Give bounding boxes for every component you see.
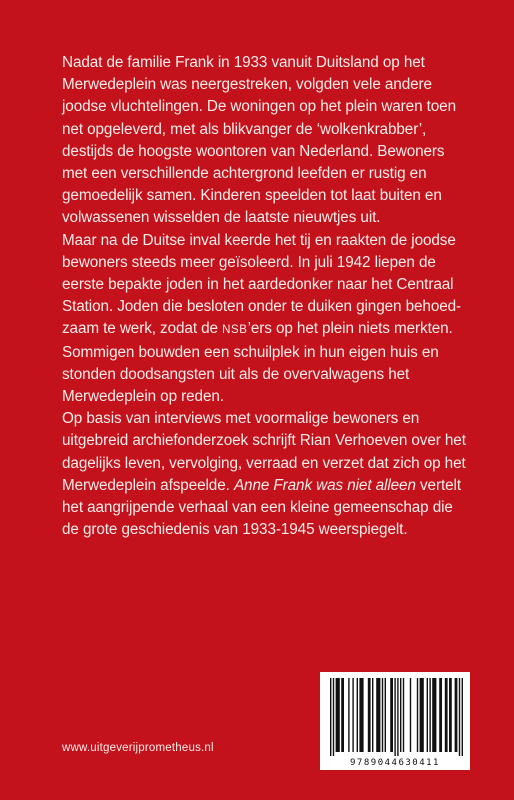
- blurb-paragraph-3-text-b: vertelt het aangrijpende verhaal van een kleine gemeenschap die de grote geschiedenis van 1933-1945 weerspiegelt.: [62, 476, 461, 539]
- barcode-bar: [382, 678, 383, 752]
- barcode-bar: [432, 678, 436, 752]
- back-cover-blurb: [62, 52, 472, 541]
- nsb-abbreviation: NSB: [222, 324, 248, 337]
- book-title-italic: Anne Frank was niet alleen: [233, 476, 416, 494]
- isbn-barcode: [320, 672, 470, 770]
- blurb-paragraph-1: Nadat de familie Frank in 1933 vanuit Duitsland op het Merwedeplein was neergestreken, volgden vele andere joodse vluchtelingen. De woningen op het plein waren toen net opgeleverd, met als blikvanger de ‘wolkenkrabber’, destijds de hoogste woontoren van Nederland. Bewoners met een verschillende achtergrond leefden er rustig en gemoedelijk samen. Kinderen speelden tot laat buiten en volwassenen wisselden de laatste nieuwtjes uit.: [62, 54, 456, 227]
- barcode-bar: [330, 678, 331, 756]
- blurb-paragraph-2-text-a: Maar na de Duitse inval keerde het tij en raakten de joodse bewoners steeds meer geïsoleerd. In juli 1942 liepen de eerste bepakte joden in het aardedonker naar het Centraal Station. Joden die besloten onder te duiken gingen behoedzaam te werk, zodat de: [62, 231, 462, 338]
- barcode-bar: [385, 678, 386, 752]
- barcode-bar: [427, 678, 428, 752]
- barcode-bar: [352, 678, 353, 752]
- barcode-bar: [341, 678, 344, 752]
- barcode-bar: [420, 678, 424, 752]
- barcode-bar: [403, 678, 404, 752]
- barcode-bar: [429, 678, 430, 752]
- barcode-bars: [320, 672, 470, 770]
- barcode-bar: [368, 678, 371, 752]
- barcode-bar: [372, 678, 373, 752]
- barcode-bar: [410, 678, 411, 752]
- barcode-bar: [397, 678, 398, 756]
- barcode-bar: [455, 678, 458, 752]
- barcode-bar: [462, 678, 463, 756]
- barcode-bar: [333, 678, 334, 756]
- publisher-website: www.uitgeverijprometheus.nl: [62, 742, 214, 754]
- barcode-bar: [417, 678, 418, 752]
- barcode-bar: [445, 678, 448, 752]
- blurb-paragraph-2-text-b: ’ers op het plein niets merkten. Sommigen bouwden een schuilplek in hun eigen huis en stonden doodsangsten uit als de overvalwagens het Merwedeplein op reden.: [62, 320, 453, 406]
- barcode-bar: [439, 678, 442, 752]
- barcode-bar: [376, 678, 380, 752]
- barcode-bar: [348, 678, 349, 752]
- blurb-paragraph-3: [62, 408, 472, 541]
- barcode-bar: [449, 678, 452, 752]
- blurb-paragraph-3-text-a: Op basis van interviews met voormalige bewoners en uitgebreid archiefonderzoek schrijft Rian Verhoeven over het dagelijks leven, vervolging, verraad en verzet dat zich op het Merwedeplein afspeelde.: [62, 410, 466, 494]
- blurb-paragraph-2: [62, 230, 472, 409]
- barcode-bar: [390, 678, 393, 752]
- isbn-number: 9789044630411: [350, 758, 440, 768]
- barcode-bar: [459, 678, 460, 756]
- barcode-bar: [359, 678, 363, 752]
- barcode-bar: [400, 678, 401, 752]
- barcode-bar: [336, 678, 340, 752]
- barcode-bar: [357, 678, 358, 752]
- barcode-bar: [394, 678, 395, 756]
